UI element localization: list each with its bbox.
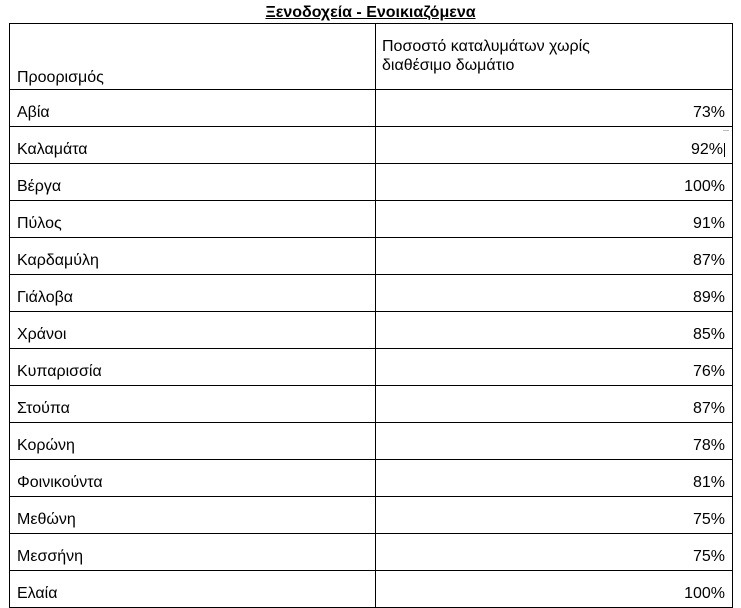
table-header-row	[10, 24, 733, 90]
table-row[interactable]	[10, 460, 733, 497]
table-row[interactable]	[10, 238, 733, 275]
percentage-cell[interactable]: 76%	[376, 349, 733, 386]
table-row[interactable]	[10, 201, 733, 238]
destination-cell[interactable]: Κυπαρισσία	[10, 349, 376, 386]
percentage-cell[interactable]: 100%	[376, 571, 733, 608]
table-row[interactable]	[10, 90, 733, 127]
destination-cell[interactable]: Χράνοι	[10, 312, 376, 349]
percentage-cell[interactable]: 73%	[376, 90, 733, 127]
percentage-cell[interactable]: 100%	[376, 164, 733, 201]
table-row[interactable]	[10, 127, 733, 164]
header-percentage-label: Ποσοστό καταλυμάτων χωρίς διαθέσιμο δωμάτιο	[382, 38, 590, 74]
percentage-cell[interactable]: 87%	[376, 386, 733, 423]
percentage-cell[interactable]: 87%	[376, 238, 733, 275]
destination-cell[interactable]: Γιάλοβα	[10, 275, 376, 312]
destination-cell[interactable]: Αβία	[10, 90, 376, 127]
table-row[interactable]	[10, 275, 733, 312]
header-percentage	[376, 24, 733, 90]
destination-cell[interactable]: Πύλος	[10, 201, 376, 238]
table-row[interactable]	[10, 349, 733, 386]
table-row[interactable]	[10, 497, 733, 534]
table-row[interactable]	[10, 386, 733, 423]
percentage-cell[interactable]: 75%	[376, 534, 733, 571]
percentage-cell[interactable]: 89%	[376, 275, 733, 312]
destination-cell[interactable]: Μεθώνη	[10, 497, 376, 534]
table-row[interactable]	[10, 534, 733, 571]
header-destination: Προορισμός	[10, 24, 376, 90]
percentage-value: 92%	[690, 141, 723, 158]
percentage-cell[interactable]: 81%	[376, 460, 733, 497]
destination-cell[interactable]: Βέργα	[10, 164, 376, 201]
percentage-cell[interactable]: 85%	[376, 312, 733, 349]
destination-cell[interactable]: Μεσσήνη	[10, 534, 376, 571]
percentage-cell[interactable]: 91%	[376, 201, 733, 238]
table-row[interactable]	[10, 312, 733, 349]
table-row[interactable]	[10, 571, 733, 608]
destination-cell[interactable]: Φοινικούντα	[10, 460, 376, 497]
destination-cell[interactable]: Καρδαμύλη	[10, 238, 376, 275]
page-title: Ξενοδοχεία - Ενοικιαζόμενα	[265, 4, 476, 21]
destination-cell[interactable]: Ελαία	[10, 571, 376, 608]
percentage-cell-selected[interactable]	[376, 127, 733, 164]
destinations-table	[9, 23, 733, 608]
destination-cell[interactable]: Κορώνη	[10, 423, 376, 460]
text-cursor-icon	[724, 143, 725, 157]
table-row[interactable]	[10, 164, 733, 201]
destination-cell[interactable]: Καλαμάτα	[10, 127, 376, 164]
percentage-cell[interactable]: 78%	[376, 423, 733, 460]
percentage-cell[interactable]: 75%	[376, 497, 733, 534]
destination-cell[interactable]: Στούπα	[10, 386, 376, 423]
table-row[interactable]	[10, 423, 733, 460]
filter-indicator-icon	[723, 130, 729, 137]
